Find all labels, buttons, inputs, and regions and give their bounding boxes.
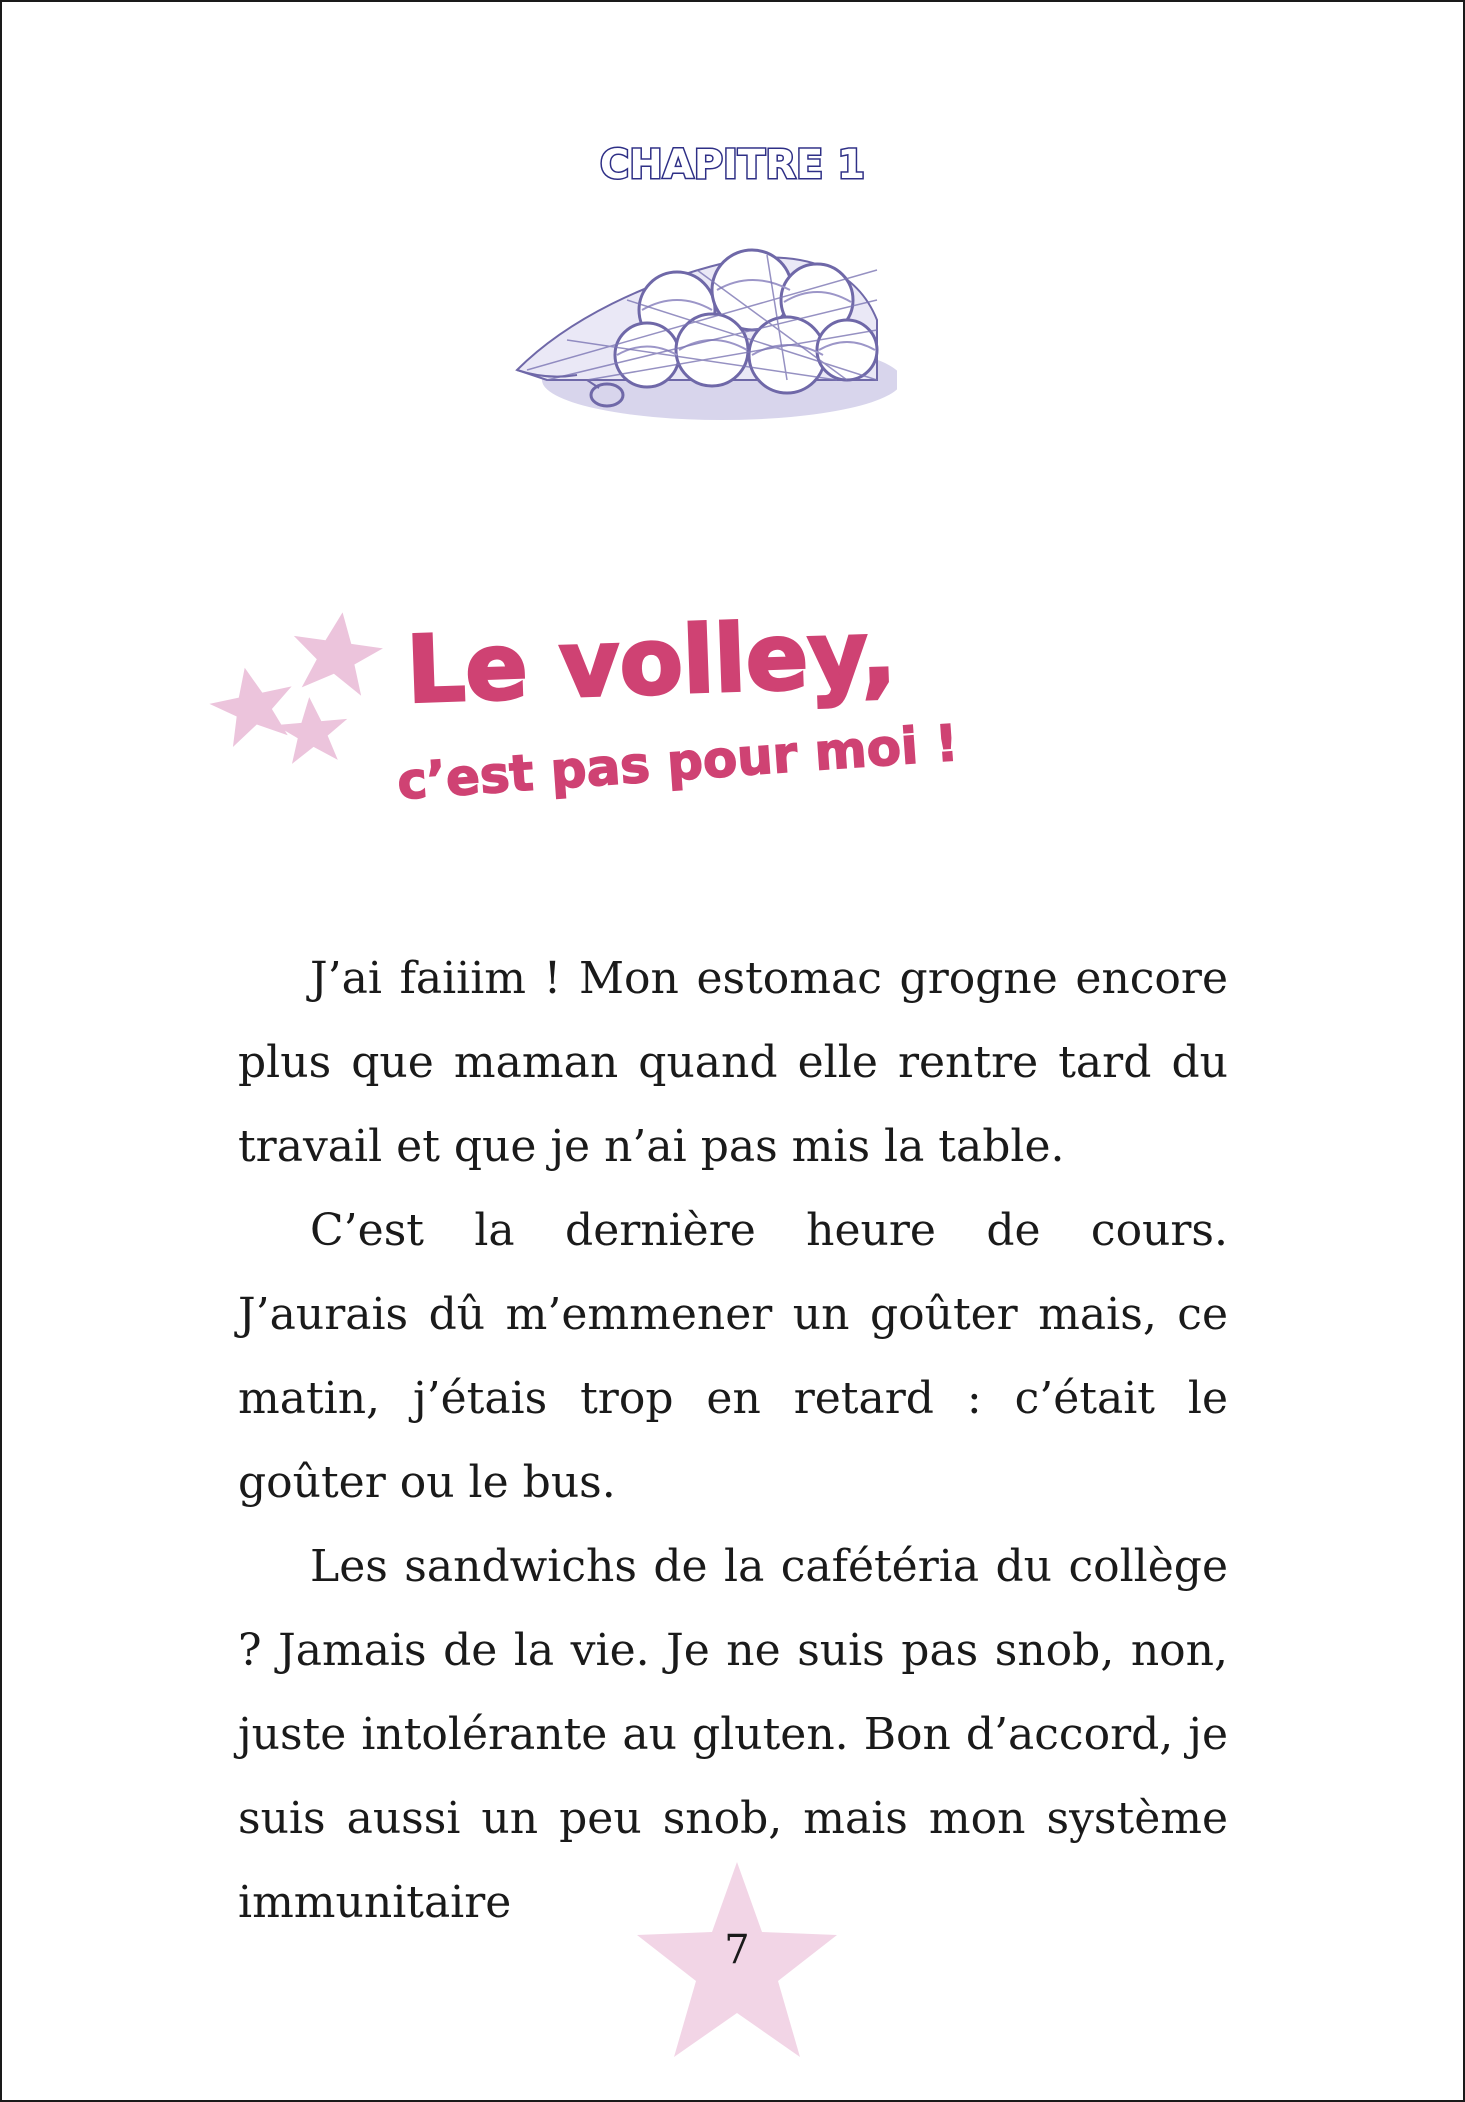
body-text <box>238 937 1228 1945</box>
volleyball-net-bag-icon <box>507 230 897 430</box>
paragraph: Les sandwichs de la cafétéria du collège ? Jamais de la vie. Je ne suis pas snob, non, juste intolérante au gluten. Bon d’accord, je suis aussi un peu snob, mais mon système immunitaire <box>238 1541 1228 1928</box>
star-icon <box>287 606 387 698</box>
chapter-title <box>192 587 1092 847</box>
paragraph: C’est la dernière heure de cours. J’aurais dû m’emmener un goûter mais, ce matin, j’étais trop en retard : c’était le goûter ou le bus. <box>238 1205 1228 1508</box>
title-line-1: Le volley, <box>404 599 898 724</box>
paragraph: J’ai faiiim ! Mon estomac grogne encore plus que maman quand elle rentre tard du travail et que je n’ai pas mis la table. <box>238 953 1228 1172</box>
title-line-2: c’est pas pour moi ! <box>395 713 961 812</box>
chapter-label: CHAPITRE 1 <box>599 142 866 188</box>
star-icon <box>204 659 302 750</box>
star-icon <box>273 694 350 765</box>
page-number: 7 <box>724 1927 750 1973</box>
